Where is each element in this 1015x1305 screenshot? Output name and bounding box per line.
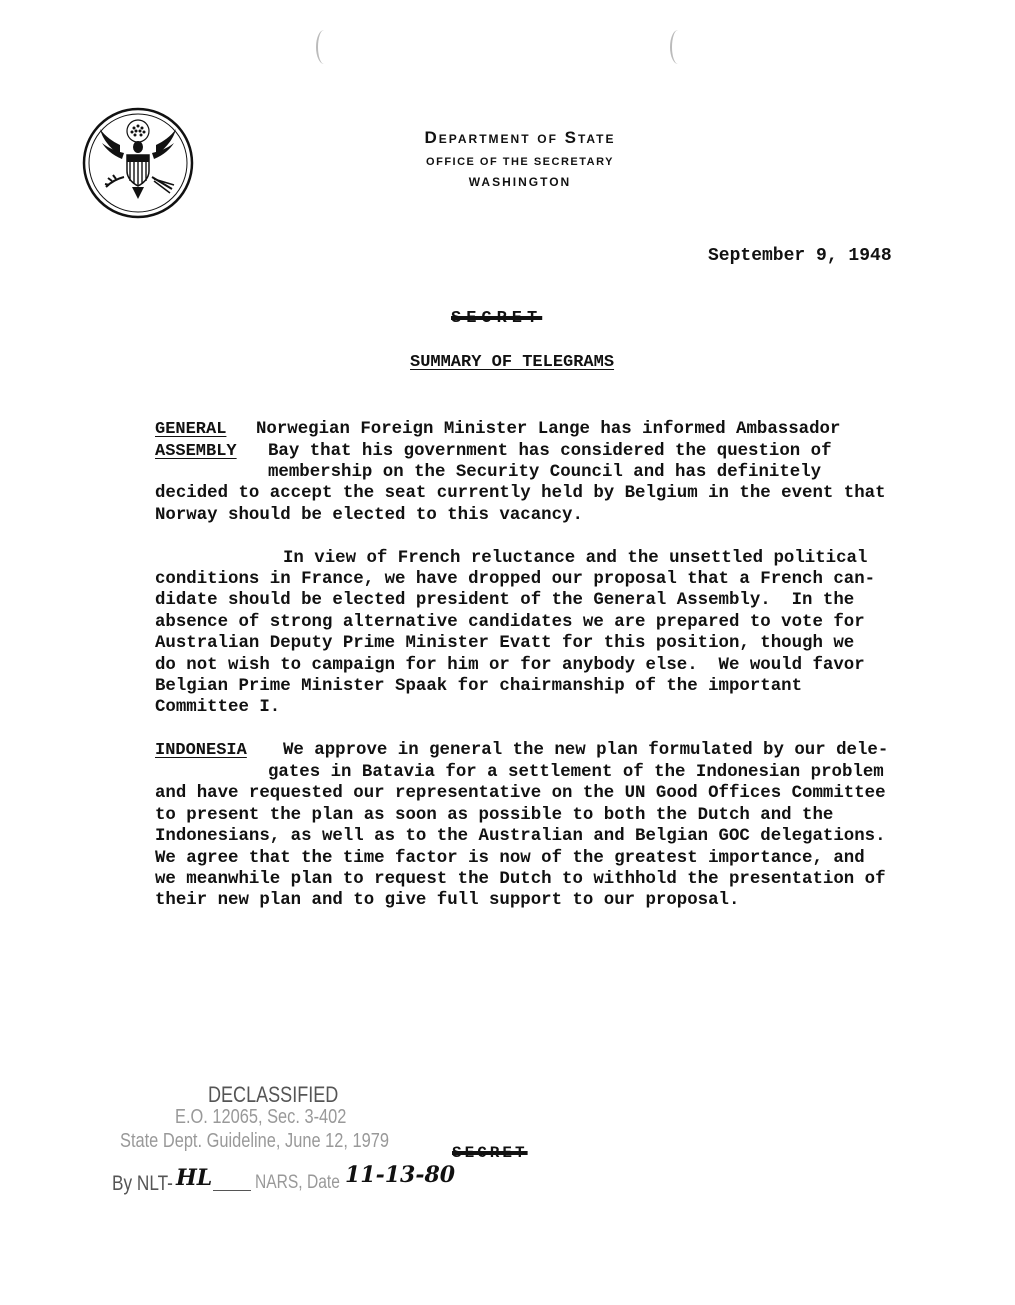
declassified-stamp-by: By NLT- [112,1172,173,1195]
declassified-stamp-nars: NARS, Date [255,1172,340,1193]
initials-underline [213,1190,251,1191]
body-line: In view of French reluctance and the unsettled political [283,549,868,568]
declassified-stamp-guideline: State Dept. Guideline, June 12, 1979 [120,1130,389,1152]
body-line: and have requested our representative on the UN Good Offices Committee [155,784,886,803]
body-line: Belgian Prime Minister Spaak for chairmanship of the important [155,677,803,696]
body-line: Australian Deputy Prime Minister Evatt for this position, though we [155,634,855,653]
declassified-initials: HL [176,1165,213,1191]
section-heading-indonesia: INDONESIA [155,741,247,760]
body-line: decided to accept the seat currently held by Belgium in the event that [155,484,886,503]
declassified-date: 11-13-80 [345,1162,456,1188]
classification-marking-top: SECRET [451,309,543,328]
body-line: Bay that his government has considered the question of [268,442,832,461]
body-line: We approve in general the new plan formulated by our dele- [283,741,889,760]
letterhead-department: Department of State [424,128,616,147]
body-line: to present the plan as soon as possible to both the Dutch and the [155,806,834,825]
section-heading-general: GENERAL [155,420,227,439]
body-line: gates in Batavia for a settlement of the Indonesian problem [268,763,884,782]
document-date: September 9, 1948 [708,246,892,266]
letterhead [390,128,650,189]
letterhead-office: OFFICE OF THE SECRETARY [426,156,614,168]
body-line: Indonesians, as well as to the Australian and Belgian GOC delegations. [155,827,886,846]
body-line: Norway should be elected to this vacancy. [155,506,583,525]
document-title: SUMMARY OF TELEGRAMS [410,353,615,372]
body-line: membership on the Security Council and has definitely [268,463,822,482]
body-line: absence of strong alternative candidates we are prepared to vote for [155,613,865,632]
body-line: Committee I. [155,698,281,717]
body-line: we meanwhile plan to request the Dutch to withhold the presentation of [155,870,886,889]
punch-hole-left [316,30,332,64]
letterhead-city: WASHINGTON [468,175,572,189]
body-line: We agree that the time factor is now of the greatest importance, and [155,849,865,868]
declassified-stamp-title: DECLASSIFIED [208,1082,339,1107]
classification-marking-bottom: SECRET [452,1144,528,1162]
declassified-stamp-order: E.O. 12065, Sec. 3-402 [175,1106,347,1128]
body-line: their new plan and to give full support to our proposal. [155,891,740,910]
department-seal-icon [82,107,194,219]
body-line: Norwegian Foreign Minister Lange has informed Ambassador [256,420,841,439]
punch-hole-right [670,30,686,64]
body-line: conditions in France, we have dropped our proposal that a French can- [155,570,876,589]
body-line: do not wish to campaign for him or for anybody else. We would favor [155,656,865,675]
section-heading-assembly: ASSEMBLY [155,442,237,461]
body-line: didate should be elected president of the General Assembly. In the [155,591,855,610]
